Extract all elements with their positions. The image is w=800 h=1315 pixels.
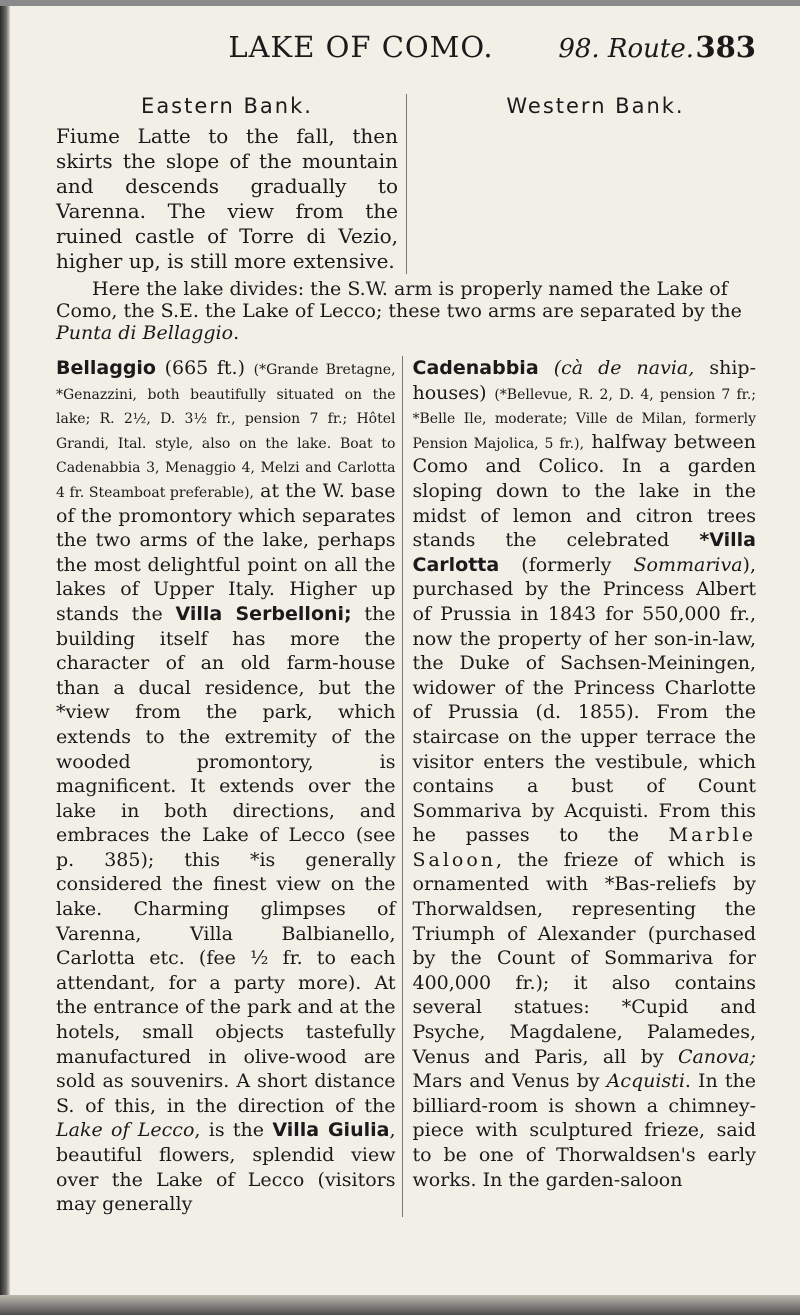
marble-saloon: Marble Saloon [412,824,756,871]
page-title: LAKE OF COMO. [228,30,494,64]
two-column-body [56,356,756,1217]
sommariva-name: Sommariva [633,553,743,576]
cadenabbia-text-5: Mars and Venus by [412,1070,607,1093]
book-page [56,30,756,1217]
bellaggio-altitude: (665 ft.) [164,357,245,379]
cadenabbia-hotels: (*Bellevue, R. 2, D. 4, pension 7 fr.; *Belle Ile, moderate; Ville de Milan, formerly Pension Majolica, 5 fr.), [412,386,756,452]
eastern-bank-section [56,94,407,274]
western-bank-heading: Western Bank. [506,94,685,118]
intro-text-2: . [233,322,240,344]
bellaggio-heading: Bellaggio [56,357,156,379]
villa-carlotta: *Villa Carlotta [412,529,756,576]
cadenabbia-meaning: ship-houses) [412,357,756,404]
route-label: 98. Route. [558,34,694,64]
western-bank-section [407,94,756,274]
cadenabbia-column [403,356,757,1217]
bellaggio-text-3: , is the [194,1119,273,1142]
bellaggio-text-1: at the W. base of the promontory which separates the two arms of the lake, perhaps the most delightful point on all the lakes of Upper Italy. Higher up stands the [56,479,396,625]
top-scan-edge [0,0,800,6]
bellaggio-hotels: (*Grande Bretagne, *Genazzini, both beautifully situated on the lake; R. 2½, D. 3½ fr., pension 7 fr.; Hôtel Grandi, Ital. style, also on the lake. Boat to Cadenabbia 3, Menaggio 4, Melzi and Carlotta 4 fr. Steamboat preferable), [56,362,396,501]
cadenabbia-text-6: . In the billiard-room is shown a chimney-piece with sculptured frieze, said to be one of Thorwaldsen's early works. In the garden-saloon [412,1070,757,1191]
lake-division-paragraph [56,278,756,344]
bellaggio-column [56,356,403,1217]
bellaggio-text-2: the building itself has more the character of an old farm-house than a ducal residence, but the *view from the park, which extends to the extremity of the wooded promontory, is magnificent. It extends over the lake in both directions, and embraces the Lake of Lecco (see p. 385); this *is generally considered the finest view on the lake. Charming glimpses of Varenna, Villa Balbianello, Carlotta etc. (fee ½ fr. to each attendant, for a party more). At the entrance of the park and at the hotels, small objects tastefully manufactured in olive-wood are sold as souvenirs. A short distance S. of this, in the direction of the [56,602,396,1117]
villa-serbelloni: Villa Serbelloni; [175,602,352,625]
cadenabbia-text-4: , the frieze of which is ornamented with *Bas-reliefs by Thorwaldsen, representing the Triumph of Alexander (purchased by the Count of Sommariva for 400,000 fr.); it also contains several statues: *Cupid and Psyche, Magdalene, Palamedes, Venus and Paris, all by [412,848,756,1068]
book-binding-edge [0,0,10,1315]
canova-name: Canova; [677,1045,756,1068]
bottom-scan-edge [0,1295,800,1315]
eastern-bank-heading: Eastern Bank. [141,94,313,118]
cadenabbia-text-2: (formerly [499,553,634,576]
page-number: 383 [695,30,756,64]
villa-giulia: Villa Giulia [272,1119,390,1142]
eastern-bank-text: Fiume Latte to the fall, then skirts the slope of the mountain and descends gradually to Varenna. The view from the ruined castle of Torre di Vezio, higher up, is still more extensive. [56,124,398,273]
cadenabbia-text-1: halfway between Como and Colico. In a garden sloping down to the lake in the midst of lemon and citron trees stands the celebrated [412,430,756,552]
cadenabbia-text-3: ), purchased by the Princess Albert of Prussia in 1843 for 550,000 fr., now the property of her son-in-law, the Duke of Sachsen-Meiningen, widower of the Princess Charlotte of Prussia (d. 1855). From the staircase on the upper terrace the visitor enters the vestibule, which contains a bust of Count Sommariva by Acquisti. From this he passes to the [412,553,756,847]
running-header [56,30,756,74]
intro-text-1: Here the lake divides: the S.W. arm is properly named the Lake of Como, the S.E. the Lake of Lecco; these two arms are separated by the [56,278,742,322]
cadenabbia-heading: Cadenabbia [412,357,539,379]
cadenabbia-etymology: (cà de navia, [553,357,695,379]
acquisti-name: Acquisti [606,1070,685,1093]
top-columns [56,94,756,274]
lake-lecco-ref: Lake of Lecco [56,1119,195,1142]
bellaggio-text-4: , beautiful flowers, splendid view over the Lake of Lecco (visitors may generally [56,1119,396,1216]
intro-place: Punta di Bellaggio [56,322,234,344]
